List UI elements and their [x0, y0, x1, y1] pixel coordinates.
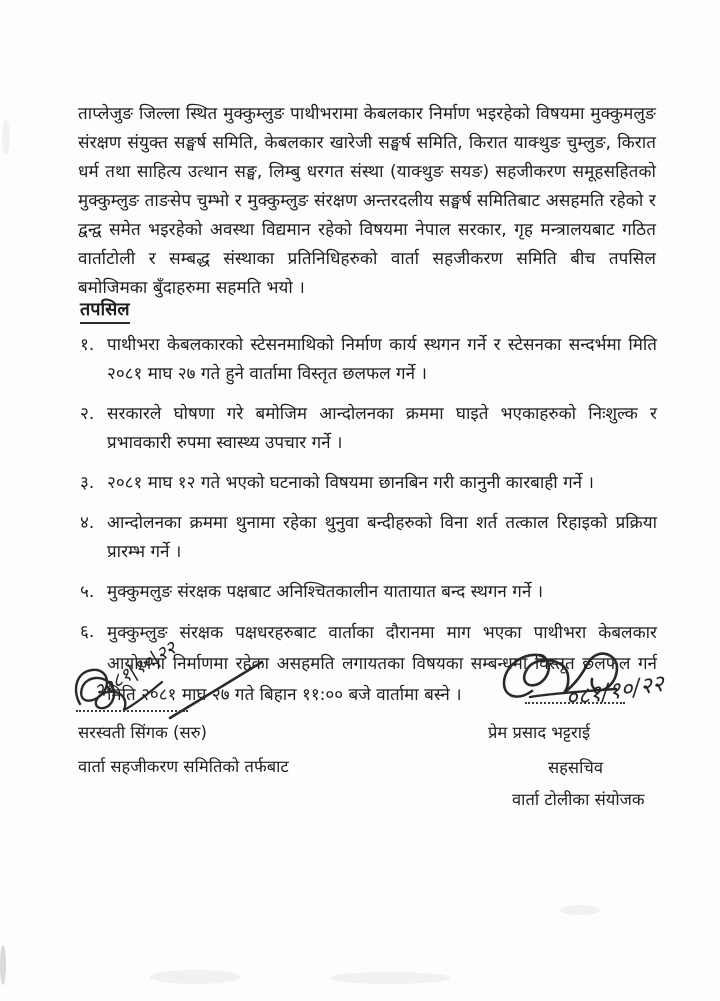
- item-number: ४.: [80, 513, 95, 533]
- body-paragraph: ताप्लेजुङ जिल्ला स्थित मुक्कुम्लुङ पाथीभरामा केबलकार निर्माण भइरहेको विषयमा मुक्कुमलुङ संरक्षण संयुक्त सङ्घर्ष समिति, केबलकार खारेजी सङ्घर्ष समिति, किरात याक्थुङ चुम्लुङ, किरात धर्म तथा साहित्य उत्थान सङ्घ, लिम्बु धरगत संस्था (याक्थुङ सयङ) सहजीकरण समूहसहितको मुक्कुम्लुङ ताङसेप चुम्भो र मुक्कुम्लुङ संरक्षण अन्तरदलीय सङ्घर्ष समितिबाट असहमति रहेको र द्वन्द्व समेत भइरहेको अवस्था विद्यमान रहेको विषयमा नेपाल सरकार, गृह मन्त्रालयबाट गठित वार्ताटोली र सम्बद्ध संस्थाका प्रतिनिधिहरुको वार्ता सहजीकरण समिति बीच तपसिल बमोजिमका बुँदाहरुमा सहमति भयो ।: [78, 104, 656, 298]
- item-text: २०८१ माघ १२ गते भएको घटनाको विषयमा छानबिन गरी कानुनी कारबाही गर्ने ।: [107, 473, 594, 493]
- scan-smudge: [330, 972, 450, 984]
- handwritten-date-right: ०८१/१०/२२: [563, 670, 666, 713]
- signatory-role-right: सहसचिव: [548, 758, 603, 777]
- item-text: मुक्कुमलुङ संरक्षक पक्षबाट अनिश्चितकालीन यातायात बन्द स्थगन गर्ने ।: [107, 582, 544, 602]
- item-text: पाथीभरा केबलकारको स्टेसनमाथिको निर्माण कार्य स्थगन गर्ने र स्टेसनका सन्दर्भमा मिति २०८१ माघ २७ गते हुने वार्तामा विस्तृत छलफल गर्ने ।: [107, 335, 657, 384]
- item-number: ६.: [80, 622, 95, 642]
- handwritten-date-left: २०८१|१०|२२: [90, 636, 181, 704]
- agreement-item-1: [80, 331, 657, 389]
- scan-smudge: [560, 905, 600, 915]
- left-signature-block: [66, 636, 366, 782]
- signatory-name-left: सरस्वती सिंगक (सरु): [78, 723, 207, 742]
- right-signature-block: [470, 645, 720, 815]
- item-text: सरकारले घोषणा गरे बमोजिम आन्दोलनका क्रममा घाइते भएकाहरुको निःशुल्क र प्रभावकारी रुपमा स्वास्थ्य उपचार गर्ने ।: [107, 404, 657, 453]
- signatory-org-left: वार्ता सहजीकरण समितिको तर्फबाट: [78, 757, 289, 776]
- item-number: २.: [80, 404, 95, 424]
- item-text: आन्दोलनका क्रममा थुनामा रहेका थुनुवा बन्दीहरुको विना शर्त तत्काल रिहाइको प्रक्रिया प्रारम्भ गर्ने ।: [107, 513, 657, 562]
- signatory-name-right: प्रेम प्रसाद भट्टराई: [488, 723, 591, 742]
- tapsil-heading: तपसिल: [80, 297, 130, 324]
- item-number: १.: [80, 335, 95, 355]
- signatory-role2-right: वार्ता टोलीका संयोजक: [512, 790, 645, 809]
- item-number: ५.: [80, 582, 95, 602]
- scan-smudge: [150, 970, 240, 984]
- agreement-item-3: [80, 469, 657, 498]
- agreement-item-4: [80, 509, 657, 567]
- item-text: मुक्कुम्लुङ संरक्षक पक्षधरहरुबाट वार्ताका दौरानमा माग भएका पाथीभरा केबलकार आयोजना निर्माणमा रहेका असहमति लगायतका विषयका सम्बन्धमा विस्तृत छलफल गर्न मिति २०८१ माघ २७ गते बिहान ११:०० बजे वार्तामा बस्ने ।: [107, 623, 657, 705]
- item-number: ३.: [80, 473, 95, 493]
- scan-smudge: [0, 945, 6, 985]
- signature-dotted-line: [76, 710, 188, 712]
- agreement-item-2: [80, 400, 657, 458]
- agreement-item-5: [80, 578, 657, 607]
- scan-smudge: [2, 120, 10, 154]
